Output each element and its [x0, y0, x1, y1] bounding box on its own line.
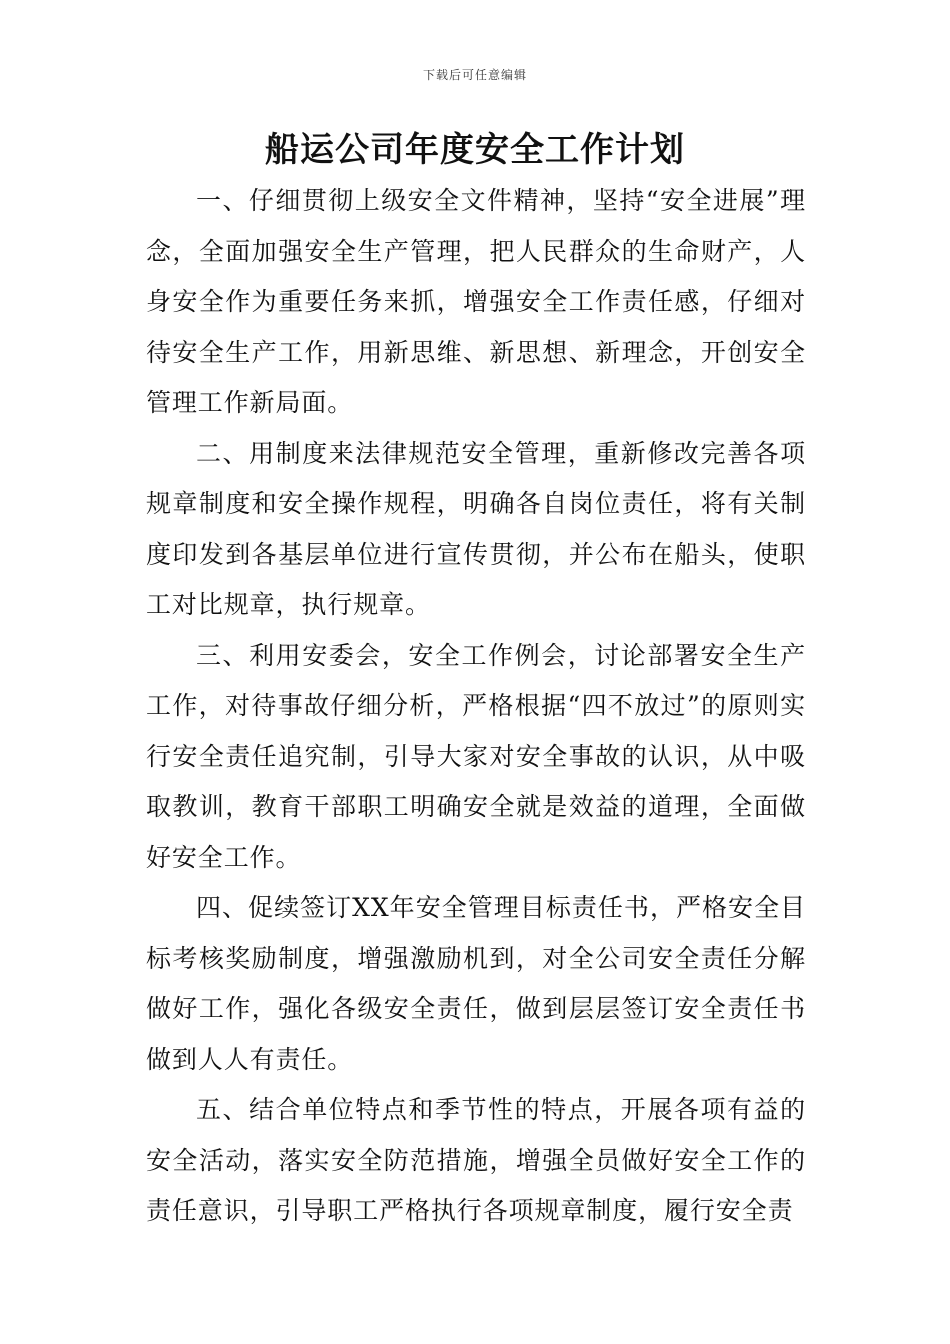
paragraph-2: 二、用制度来法律规范安全管理，重新修改完善各项规章制度和安全操作规程，明确各自岗位责任，将有关制度印发到各基层单位进行宣传贯彻，并公布在船头，使职工对比规章，执行规章。	[146, 438, 806, 619]
paragraph-1: 一、仔细贯彻上级安全文件精神，坚持“安全进展”理念，全面加强安全生产管理，把人民群众的生命财产，人身安全作为重要任务来抓，增强安全工作责任感，仔细对待安全生产工作，用新思维、新思想、新理念，开创安全管理工作新局面。	[146, 186, 806, 417]
header-note: 下载后可任意编辑	[422, 68, 527, 82]
paragraph-4: 四、促续签订XX年安全管理目标责任书，严格安全目标考核奖励制度，增强激励机到，对全公司安全责任分解做好工作，强化各级安全责任，做到层层签订安全责任书做到人人有责任。	[146, 893, 806, 1074]
document-title: 船运公司年度安全工作计划	[265, 130, 685, 170]
document-body	[146, 176, 806, 1237]
paragraph-3: 三、利用安委会，安全工作例会，讨论部署安全生产工作，对待事故仔细分析，严格根据“四不放过”的原则实行安全责任追究制，引导大家对安全事故的认识，从中吸取教训，教育干部职工明确安全就是效益的道理，全面做好安全工作。	[146, 640, 806, 872]
paragraph-5: 五、结合单位特点和季节性的特点，开展各项有益的安全活动，落实安全防范措施，增强全员做好安全工作的责任意识，引导职工严格执行各项规章制度，履行安全责	[146, 1095, 806, 1225]
